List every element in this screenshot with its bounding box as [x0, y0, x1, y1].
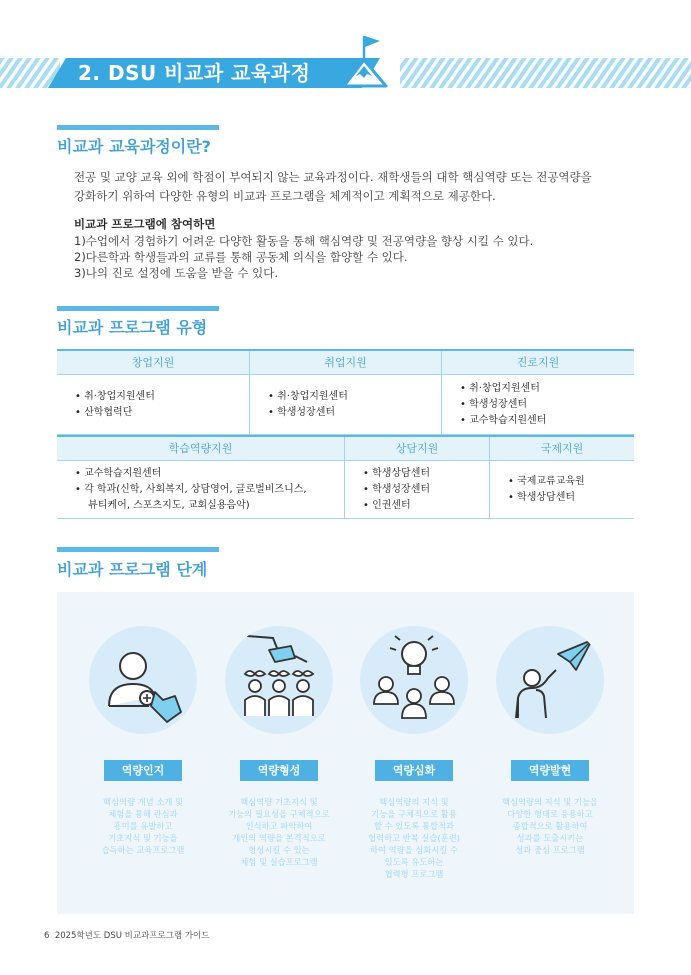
step-label: 역량심화 — [375, 760, 453, 781]
section-title-about: 비교과 교육과정이란? — [57, 137, 211, 156]
watering-sprouts-icon — [225, 626, 333, 734]
type-cell — [57, 437, 345, 518]
benefit-item: 2)다른학과 학생들과의 교류를 통해 공동체 의식을 함양할 수 있다. — [74, 250, 408, 264]
type-body — [57, 461, 344, 518]
type-item: • 국제교류교육원 — [508, 475, 585, 487]
intro-line: 강화하기 위하여 다양한 유형의 비교과 프로그램을 체계적이고 계획적으로 제공한다. — [74, 189, 496, 203]
desc-line: 종합적으로 활용하여 — [512, 821, 588, 831]
desc-line: 습득하는 교육프로그램 — [101, 845, 185, 855]
type-item: • 산학협력단 — [75, 406, 133, 418]
desc-line: 핵심역량 기초지식 및 — [240, 797, 318, 807]
desc-line: 성과를 도출시키는 — [516, 833, 584, 843]
step-description — [482, 796, 618, 856]
desc-line: 체험 및 실습프로그램 — [240, 857, 318, 867]
type-item: • 학생성장센터 — [460, 398, 528, 410]
type-item: • 인권센터 — [363, 499, 411, 511]
type-body — [442, 375, 634, 434]
desc-line: 핵심역량 개념 소개 및 — [102, 797, 184, 807]
type-item: • 교수학습지원센터 — [75, 467, 162, 479]
type-header: 국제지원 — [490, 437, 634, 461]
section-divider — [57, 125, 219, 130]
step-description — [346, 796, 482, 880]
section-title-steps: 비교과 프로그램 단계 — [57, 560, 208, 579]
desc-line: 할 수 있도록 통합적과 — [373, 821, 455, 831]
desc-line: 핵심역량의 지식 및 기능을 — [501, 797, 599, 807]
step-circle — [89, 626, 197, 734]
desc-line: 기능의 필요성을 구체적으로 — [228, 809, 330, 819]
type-header: 창업지원 — [57, 351, 249, 375]
desc-line: 형성시킬 수 있는 — [248, 845, 310, 855]
type-item: • 취·창업지원센터 — [75, 390, 155, 402]
type-item: • 교수학습지원센터 — [460, 414, 547, 426]
person-pointer-icon — [89, 626, 197, 734]
benefits-list — [74, 233, 533, 281]
type-body — [250, 375, 441, 434]
mountain-flag-icon — [340, 32, 392, 88]
types-table-row-2 — [57, 435, 634, 519]
desc-line: 하여 역량을 심화시킬 수 — [369, 845, 459, 855]
desc-line: 성과 중심 프로그램 — [515, 845, 585, 855]
type-item: • 학생상담센터 — [508, 491, 576, 503]
step-circle — [496, 626, 604, 734]
lightbulb-team-icon — [360, 626, 468, 734]
type-body — [57, 375, 249, 434]
intro-paragraph — [74, 168, 634, 206]
type-cell — [490, 437, 634, 518]
desc-line: 다양한 형태로 응용하고 — [507, 809, 593, 819]
type-item: • 학생상담센터 — [363, 467, 431, 479]
section-title-types: 비교과 프로그램 유형 — [57, 318, 208, 337]
step-label: 역량형성 — [240, 760, 318, 781]
step-label: 역량발현 — [511, 760, 589, 781]
type-item: • 취·창업지원센터 — [460, 382, 540, 394]
types-table-row-1 — [57, 349, 634, 435]
desc-line: 협력형 프로그램 — [384, 869, 444, 879]
step-circle — [225, 626, 333, 734]
paper-plane-person-icon — [496, 626, 604, 734]
type-header: 진로지원 — [442, 351, 634, 375]
desc-line: 있도록 유도하는 — [384, 857, 444, 867]
desc-line: 흥미를 유발하고 — [113, 821, 173, 831]
desc-line: 협력하고 반복 실습(훈련) — [368, 833, 460, 843]
benefit-item: 1)수업에서 경험하기 어려운 다양한 활동을 통해 핵심역량 및 전공역량을 향상 시킬 수 있다. — [74, 234, 534, 248]
page-number: 6 — [44, 931, 50, 941]
type-cell — [57, 351, 250, 434]
section-divider — [57, 547, 219, 552]
type-body — [345, 461, 489, 518]
page-title: 2. DSU 비교과 교육과정 — [78, 61, 311, 85]
step-description — [75, 796, 211, 856]
type-header: 학습역량지원 — [57, 437, 344, 461]
type-item: • 각 학과(신학, 사회복지, 상담영어, 글로벌비즈니스, — [75, 483, 307, 495]
type-item: • 학생성장센터 — [363, 483, 431, 495]
desc-line: 핵심역량의 지식 및 — [379, 797, 449, 807]
type-cell — [442, 351, 634, 434]
type-item: • 학생성장센터 — [268, 406, 336, 418]
type-item: • 취·창업지원센터 — [268, 390, 348, 402]
step-description — [211, 796, 347, 868]
benefit-item: 3)나의 진로 설정에 도움을 받을 수 있다. — [74, 266, 279, 280]
step-label: 역량인지 — [104, 760, 182, 781]
benefits-heading: 비교과 프로그램에 참여하면 — [74, 217, 216, 231]
page-footer — [44, 929, 209, 941]
desc-line: 개인의 역량을 본격적으로 — [232, 833, 326, 843]
desc-line: 기초지식 및 기능을 — [108, 833, 178, 843]
step-circle — [360, 626, 468, 734]
type-cell — [250, 351, 442, 434]
type-item: 뷰티케어, 스포츠지도, 교회실용음악) — [75, 499, 250, 511]
type-cell — [345, 437, 490, 518]
desc-line: 기능을 구체적으로 활용 — [371, 809, 457, 819]
footer-text: 2025학년도 DSU 비교과프로그램 가이드 — [54, 931, 210, 941]
type-header: 취업지원 — [250, 351, 441, 375]
section-divider — [57, 306, 219, 311]
desc-line: 체험을 통해 관심과 — [108, 809, 178, 819]
type-body — [490, 461, 634, 518]
type-header: 상담지원 — [345, 437, 489, 461]
steps-panel — [57, 592, 634, 914]
intro-line: 전공 및 교양 교육 외에 학점이 부여되지 않는 교육과정이다. 재학생들의 대학 핵심역량 또는 전공역량을 — [74, 170, 592, 184]
desc-line: 인식하고 파악하여 — [245, 821, 313, 831]
